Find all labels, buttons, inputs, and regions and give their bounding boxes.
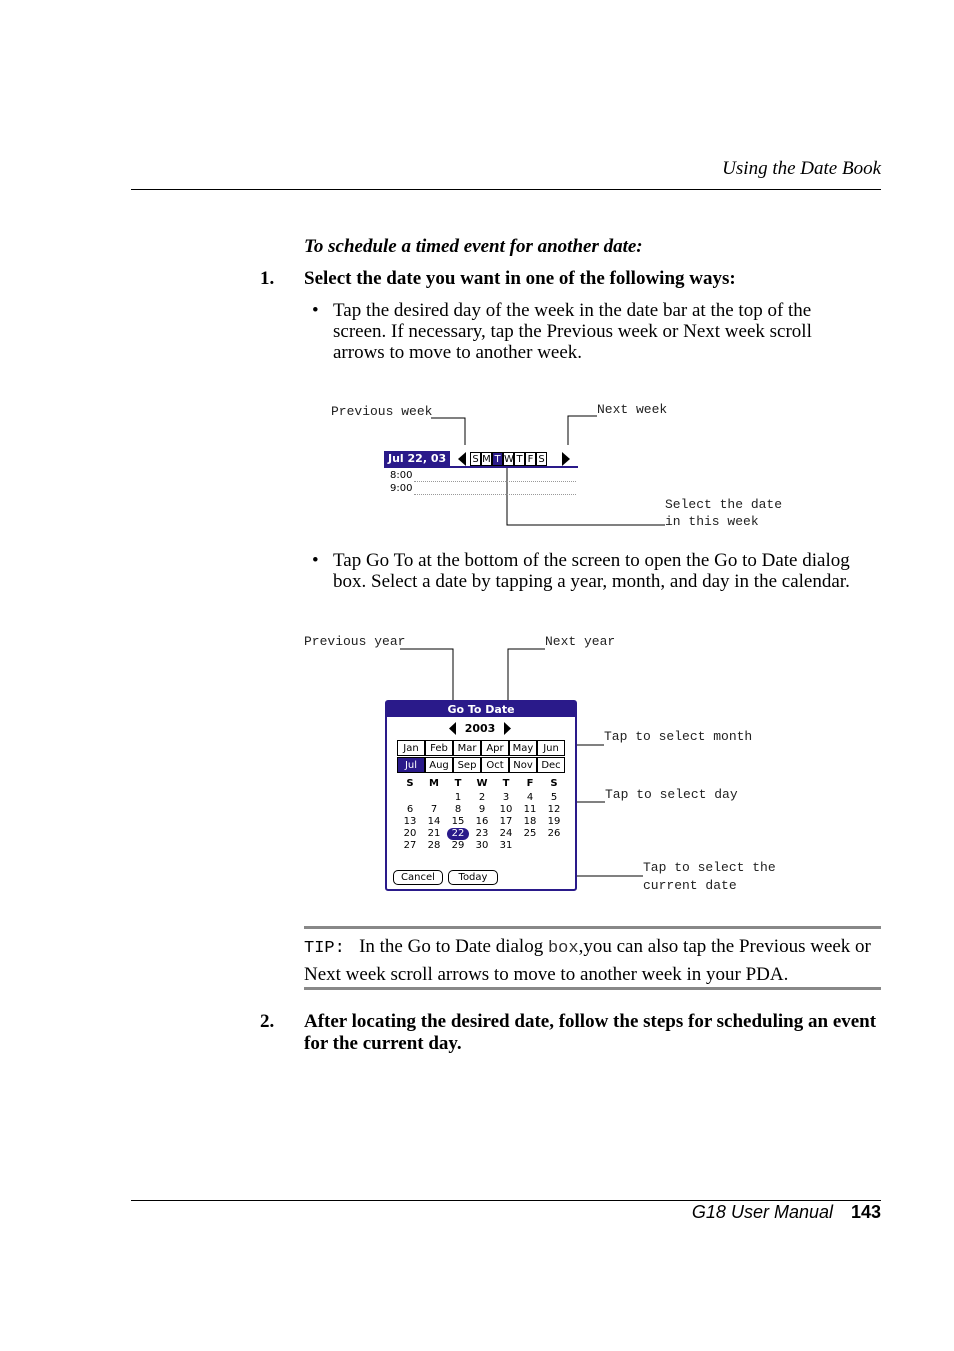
tip-text-box: box — [547, 939, 579, 958]
month-nov[interactable]: Nov — [509, 757, 537, 773]
figure-date-bar — [290, 395, 810, 535]
callout-next-week: Next week — [597, 402, 668, 417]
day-name: S — [406, 778, 414, 789]
calendar-day[interactable]: 8 — [454, 804, 462, 815]
calendar-day[interactable]: 1 — [454, 792, 462, 803]
calendar-day[interactable]: 26 — [547, 828, 561, 839]
month-jan[interactable]: Jan — [397, 740, 425, 756]
tip-bottom-rule — [304, 987, 881, 990]
month-dec[interactable]: Dec — [537, 757, 565, 773]
day-sunday[interactable]: S — [470, 452, 481, 466]
time-slot-label: 8:00 — [390, 470, 413, 481]
calendar-day[interactable]: 10 — [499, 804, 513, 815]
calendar-day[interactable]: 23 — [475, 828, 489, 839]
calendar-day[interactable]: 27 — [403, 840, 417, 851]
date-label: Jul 22, 03 — [384, 451, 450, 467]
callout-current-date-line1: Tap to select the — [643, 860, 776, 875]
dialog-title: Go To Date — [387, 702, 575, 717]
callout-previous-year: Previous year — [304, 634, 406, 649]
calendar-day[interactable]: 4 — [526, 792, 534, 803]
go-to-date-dialog — [385, 700, 577, 891]
tip-top-rule — [304, 926, 881, 929]
day-saturday[interactable]: S — [536, 452, 547, 466]
day-monday[interactable]: M — [482, 454, 491, 465]
calendar-day[interactable]: 30 — [475, 840, 489, 851]
next-week-arrow-icon[interactable] — [562, 452, 571, 466]
step-2-number: 2. — [260, 1011, 275, 1032]
calendar-day[interactable]: 5 — [550, 792, 558, 803]
calendar-day[interactable]: 13 — [403, 816, 417, 827]
month-jul[interactable]: Jul — [397, 757, 425, 773]
callout-select-day: Tap to select day — [605, 787, 738, 802]
calendar-day[interactable]: 31 — [499, 840, 513, 851]
day-name: W — [476, 778, 488, 789]
day-thursday[interactable]: T — [514, 452, 525, 466]
day-wednesday[interactable]: W — [504, 454, 514, 465]
calendar-day[interactable]: 6 — [406, 804, 414, 815]
calendar-day[interactable]: 28 — [427, 840, 441, 851]
calendar-day[interactable]: 19 — [547, 816, 561, 827]
calendar-day[interactable]: 16 — [475, 816, 489, 827]
today-button[interactable]: Today — [448, 870, 498, 885]
tip-text-before: In the Go to Date dialog — [359, 936, 548, 957]
header-rule — [131, 189, 881, 190]
calendar-day[interactable]: 25 — [523, 828, 537, 839]
week-day-selector — [470, 452, 548, 466]
page-number: 143 — [850, 1202, 881, 1222]
day-name: F — [526, 778, 534, 789]
bullet-2-text: Tap Go To at the bottom of the screen to open the Go to Date dialog box. Select a date by tapping a year, month, and day in the calendar. — [333, 550, 850, 592]
footer-manual-title: G18 User Manual — [691, 1202, 833, 1222]
tip-box — [304, 926, 881, 989]
step-1-text: Select the date you want in one of the following ways: — [304, 268, 736, 289]
tip-text — [304, 934, 881, 988]
bullet-2-symbol: • — [312, 550, 319, 571]
callout-next-year: Next year — [545, 634, 616, 649]
calendar-day[interactable]: 7 — [430, 804, 438, 815]
step-2-text: After locating the desired date, follow the steps for scheduling an event for the current day. — [304, 1011, 877, 1054]
next-year-arrow-icon[interactable] — [504, 722, 512, 735]
month-oct[interactable]: Oct — [481, 757, 509, 773]
calendar-day[interactable]: 21 — [427, 828, 441, 839]
calendar-day[interactable]: 11 — [523, 804, 537, 815]
footer-rule — [131, 1200, 881, 1201]
previous-year-arrow-icon[interactable] — [449, 722, 457, 735]
cancel-button[interactable]: Cancel — [393, 870, 443, 885]
calendar-day[interactable]: 2 — [478, 792, 486, 803]
bullet-1-symbol: • — [312, 300, 319, 321]
calendar-day[interactable]: 17 — [499, 816, 513, 827]
tip-text-after: ,you can also tap the Previous week or Next week scroll arrows to move to another week in your PDA. — [304, 936, 871, 985]
month-sep[interactable]: Sep — [453, 757, 481, 773]
month-apr[interactable]: Apr — [481, 740, 509, 756]
bullet-1-text: Tap the desired day of the week in the date bar at the top of the screen. If necessary, tap the Previous week or Next week scroll arrows to move to another week. — [333, 300, 812, 363]
callout-current-date-line2: current date — [643, 878, 737, 893]
calendar-day-grid — [387, 792, 575, 854]
month-may[interactable]: May — [509, 740, 537, 756]
calendar-day[interactable]: 18 — [523, 816, 537, 827]
day-name: M — [429, 778, 439, 789]
callout-select-month: Tap to select month — [604, 729, 753, 744]
day-friday[interactable]: F — [525, 452, 536, 466]
title-underline — [384, 466, 578, 468]
calendar-day-selected[interactable]: 22 — [447, 828, 469, 840]
year-label: 2003 — [464, 722, 496, 735]
time-slot-line — [414, 481, 576, 482]
calendar-day[interactable]: 14 — [427, 816, 441, 827]
calendar-day[interactable]: 12 — [547, 804, 561, 815]
month-jun[interactable]: Jun — [537, 740, 565, 756]
time-slot-line — [414, 494, 576, 495]
calendar-day[interactable]: 9 — [478, 804, 486, 815]
month-mar[interactable]: Mar — [453, 740, 481, 756]
calendar-day[interactable]: 3 — [502, 792, 510, 803]
date-bar-screen — [384, 451, 578, 501]
callout-select-date-line2: in this week — [665, 514, 759, 529]
calendar-day[interactable]: 24 — [499, 828, 513, 839]
step-1-number: 1. — [260, 268, 275, 289]
time-slot-label: 9:00 — [390, 483, 413, 494]
day-name: S — [550, 778, 558, 789]
running-header: Using the Date Book — [722, 158, 881, 179]
day-name: T — [454, 778, 462, 789]
tip-label: TIP: — [304, 939, 345, 958]
previous-week-arrow-icon[interactable] — [458, 452, 467, 466]
month-feb[interactable]: Feb — [425, 740, 453, 756]
callout-previous-week: Previous week — [331, 404, 433, 419]
calendar-day[interactable]: 20 — [403, 828, 417, 839]
day-name: T — [502, 778, 510, 789]
section-heading: To schedule a timed event for another date: — [304, 236, 643, 257]
day-tuesday[interactable]: T — [492, 452, 503, 466]
calendar-day[interactable]: 15 — [451, 816, 465, 827]
calendar-day[interactable]: 29 — [451, 840, 465, 851]
month-aug[interactable]: Aug — [425, 757, 453, 773]
callout-select-date-line1: Select the date — [665, 497, 783, 512]
